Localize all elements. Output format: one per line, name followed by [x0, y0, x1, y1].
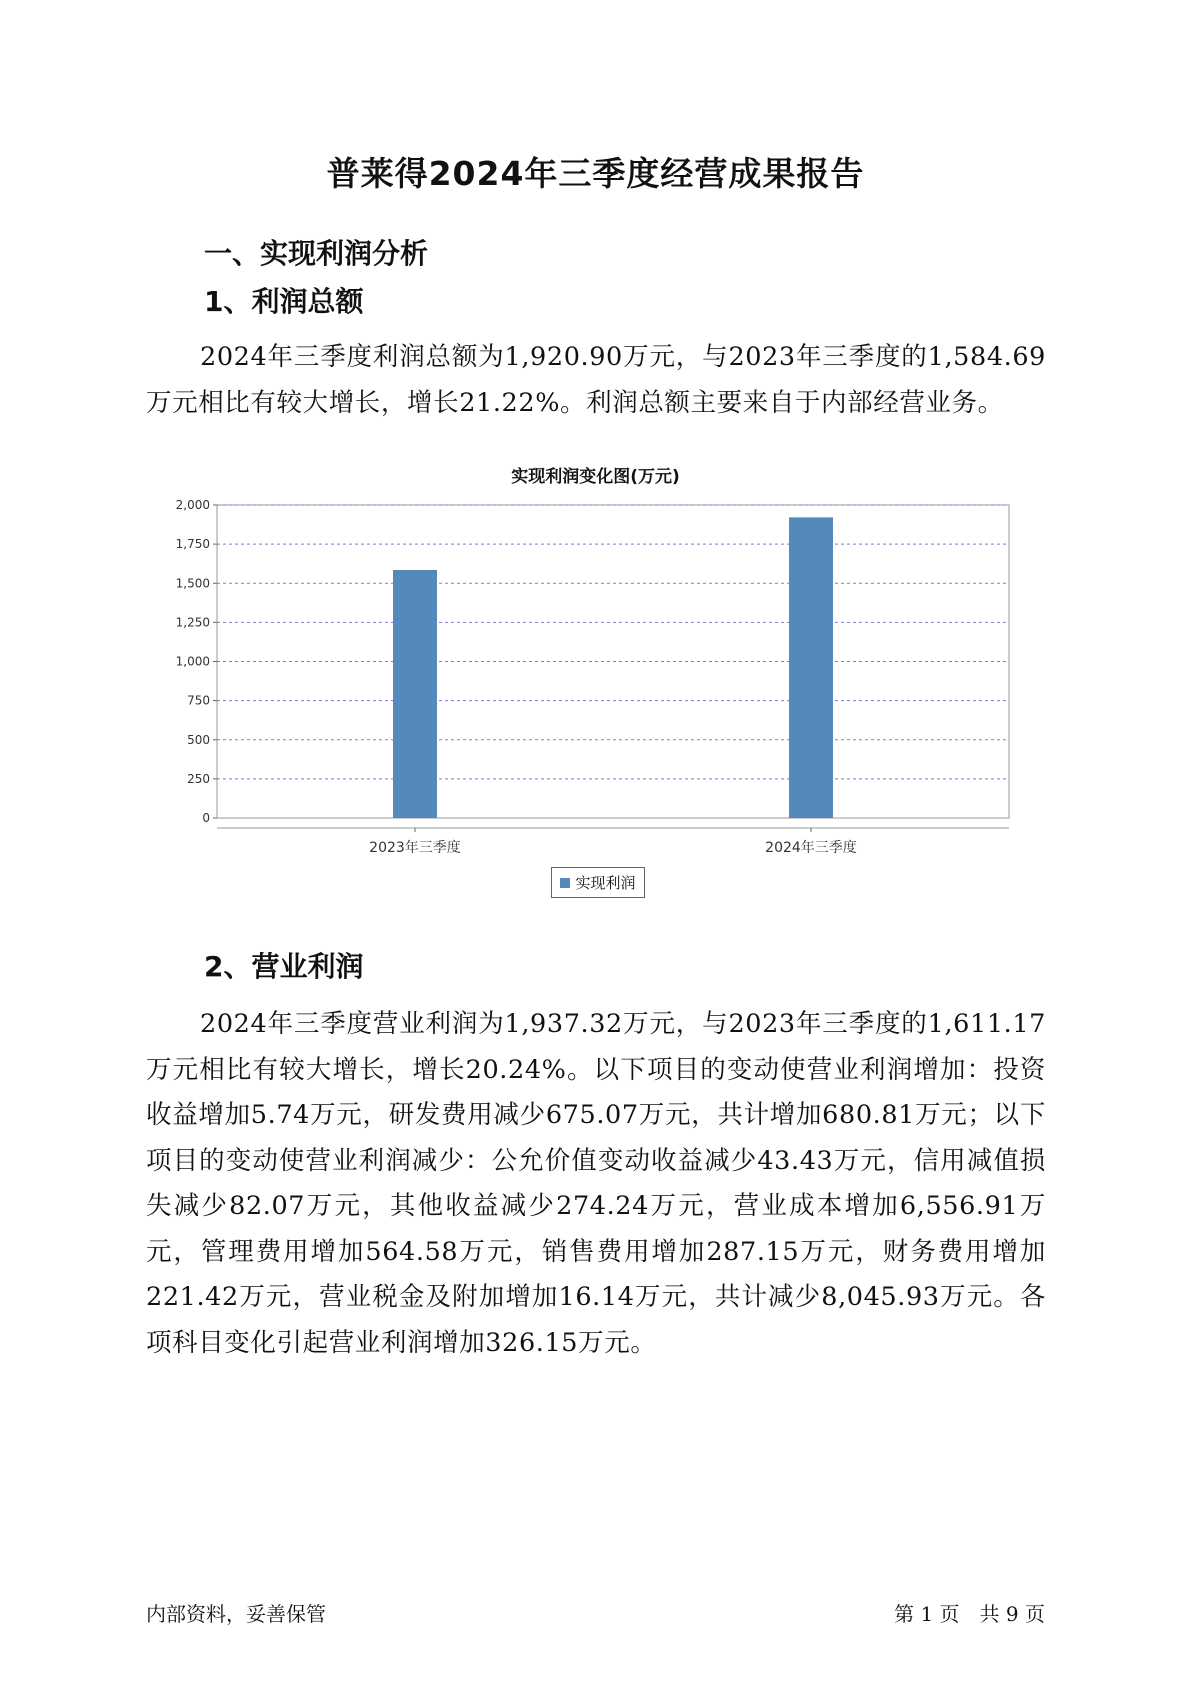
y-tick-label: 1,750: [175, 537, 210, 552]
subheading-total-profit: 1、利润总额: [204, 285, 364, 318]
y-tick-label: 250: [187, 771, 210, 786]
legend-swatch: [560, 878, 570, 888]
x-tick-label: 2023年三季度: [369, 840, 461, 856]
subheading-operating-profit: 2、营业利润: [204, 950, 364, 983]
chart-title: 实现利润变化图(万元): [511, 467, 680, 487]
y-tick-label: 750: [187, 693, 210, 708]
legend-label: 实现利润: [575, 874, 636, 892]
x-tick-label: 2024年三季度: [765, 840, 857, 856]
report-title: 普莱得2024年三季度经营成果报告: [326, 154, 865, 193]
y-tick-label: 1,500: [175, 576, 210, 591]
bar: [789, 517, 833, 818]
bar: [393, 570, 437, 818]
paragraph-operating-profit: 2024年三季度营业利润为1,937.32万元，与2023年三季度的1,611.17万元相比有较大增长，增长20.24%。以下项目的变动使营业利润增加：投资收益增加5.74万元，研发费用减少675.07万元，共计增加680.81万元；以下项目的变动使营业利润减少：公允价值变动收益减少43.43万元，信用减值损失减少82.07万元，其他收益减少274.24万元，营业成本增加6,556.91万元，管理费用增加564.58万元，销售费用增加287.15万元，财务费用增加221.42万元，营业税金及附加增加16.14万元，共计减少8,045.93万元。各项科目变化引起营业利润增加326.15万元。: [146, 1009, 1046, 1358]
footer-confidential-note: 内部资料，妥善保管: [146, 1602, 326, 1626]
y-tick-label: 2,000: [175, 498, 210, 512]
y-tick-label: 1,000: [175, 654, 210, 669]
chart-legend: [551, 867, 645, 898]
y-tick-label: 0: [202, 811, 210, 825]
y-tick-label: 1,250: [175, 615, 210, 630]
y-tick-label: 500: [187, 732, 210, 747]
profit-bar-chart: [160, 490, 1020, 870]
paragraph-total-profit: 2024年三季度利润总额为1,920.90万元，与2023年三季度的1,584.69万元相比有较大增长，增长21.22%。利润总额主要来自于内部经营业务。: [146, 342, 1046, 418]
footer-page-number: 第 1 页 共 9 页: [894, 1602, 1045, 1626]
section-heading-profit-analysis: 一、实现利润分析: [204, 237, 429, 270]
